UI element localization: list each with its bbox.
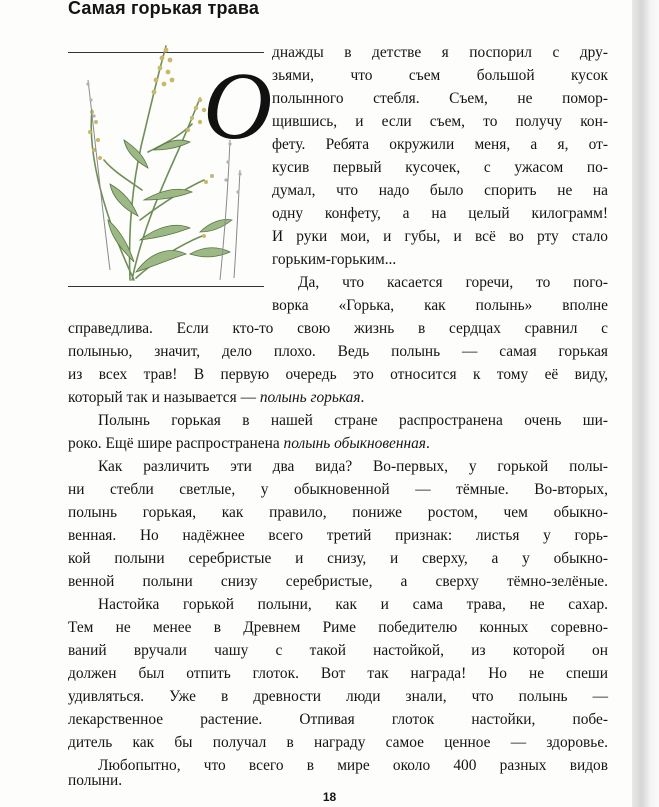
text-line: днажды в детстве я поспорил с дру- (272, 44, 608, 61)
species-name-italic: полынь горькая (259, 389, 361, 406)
text-line-part: который так и называется — (68, 389, 260, 406)
text-line: фету. Ребята окружили меня, а я, от- (272, 136, 608, 153)
text-line: полынного стебля. Съем, не помор- (272, 90, 608, 107)
text-line: полыни. (68, 772, 123, 789)
text-line: зьями, что съем большой кусок (272, 67, 608, 84)
text-line: справедлива. Если кто-то свою жизнь в сердцах сравнил с (68, 320, 608, 337)
text-line: лекарственное растение. Отпивая глоток настойки, побе- (68, 711, 608, 728)
text-line: одну конфету, а на целый килограмм! (272, 205, 608, 222)
text-line (68, 388, 364, 408)
text-line: кой полыни серебристые и снизу, и сверху, а у обыкно- (68, 550, 608, 567)
text-line-part: . (425, 435, 430, 452)
text-line: Настойка горькой полыни, как и сама трава, не сахар. (98, 596, 608, 613)
text-line-part: . (360, 389, 365, 406)
species-name-italic: полынь обыкновенная (283, 435, 426, 452)
page-number: 18 (322, 790, 337, 804)
text-line: И руки мои, и губы, и всё во рту стало (272, 228, 608, 245)
text-line: из всех трав! В первую очередь это относится к тому её виду, (68, 366, 608, 383)
text-line: Да, что касается горечи, то пого- (298, 274, 608, 291)
text-line: ворка «Горька, как полынь» вполне (272, 297, 608, 314)
text-line: Тем не менее в Древнем Риме победителю конных соревно- (68, 619, 608, 636)
text-line-part: роко. Ещё шире распространена (68, 435, 284, 452)
text-line (68, 434, 430, 454)
page-title: Самая горькая трава (68, 0, 260, 18)
text-line: полынью, значит, дело плохо. Ведь полынь — самая горькая (68, 343, 608, 360)
text-line: кусив первый кусочек, с ужасом по- (272, 159, 608, 176)
page-edge-shadow (632, 0, 659, 807)
text-line: щившись, и если съем, то получу кон- (272, 113, 608, 130)
text-line: ваний вручали чашу с такой настойкой, из которой он (68, 642, 608, 659)
text-line: горьким-горьким... (272, 251, 397, 268)
text-line: должен был отпить глоток. Вот так награда! Но не спеши (68, 665, 608, 682)
text-line: Любопытно, что всего в мире около 400 разных видов (98, 757, 608, 774)
text-line: венная. Но надёжнее всего третий признак: листья у горь- (68, 527, 608, 544)
drop-cap-letter: О (203, 52, 273, 159)
text-line: Как различить эти два вида? Во-первых, у горькой полы- (98, 458, 608, 475)
text-line: удивляться. Уже в древности люди знали, что полынь — (68, 688, 608, 705)
text-line: думал, что надо было спорить не на (272, 182, 608, 199)
text-line: дитель как бы получал в награду самое ценное — здоровье. (68, 734, 608, 751)
text-line: венной полыни снизу серебристые, а сверху тёмно-зелёные. (68, 573, 608, 590)
text-line: полынь горькая, как правило, пониже ростом, чем обыкно- (68, 504, 608, 521)
text-line: ни стебли светлые, у обыкновенной — тёмные. Во-вторых, (68, 481, 608, 498)
illustration-bottom-rule (68, 286, 264, 287)
text-line: Полынь горькая в нашей стране распространена очень ши- (98, 412, 608, 429)
